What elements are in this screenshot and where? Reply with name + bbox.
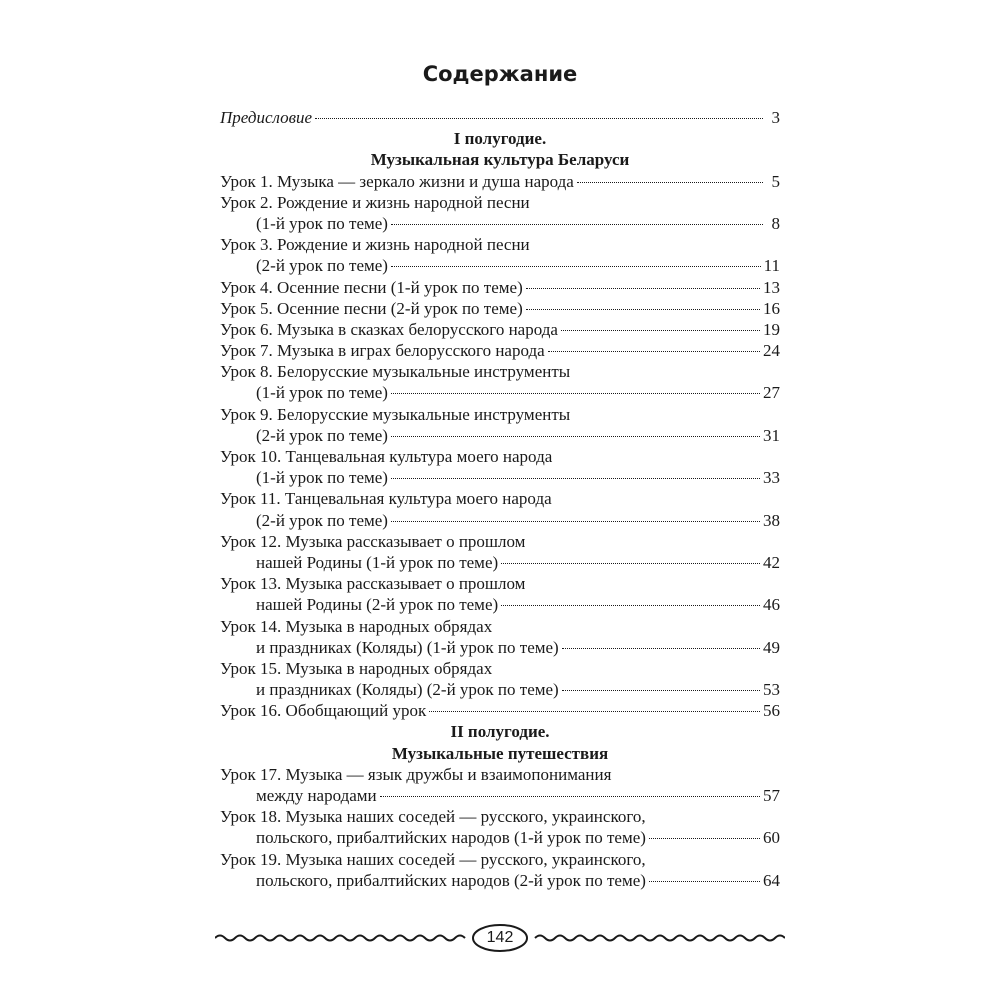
toc-entry-title-cont: (1-й урок по теме) — [256, 213, 388, 233]
toc-entry-lesson-19-cont[interactable] — [220, 870, 780, 891]
dot-leader — [526, 288, 760, 289]
toc-entry-title-cont: (2-й урок по теме) — [256, 510, 388, 530]
dot-leader — [391, 478, 760, 479]
toc-entry-title: Урок 5. Осенние песни (2-й урок по теме) — [220, 298, 523, 318]
toc-entry-page: 56 — [763, 701, 780, 721]
toc-entry-lesson-12-cont[interactable] — [220, 552, 780, 573]
toc-entry-lesson-2-cont[interactable] — [220, 213, 780, 234]
toc-entry-page: 33 — [763, 468, 780, 488]
dot-leader — [391, 224, 763, 225]
dot-leader — [380, 796, 760, 797]
dot-leader — [526, 309, 760, 310]
toc-entry-title: Урок 11. Танцевальная культура моего народа — [220, 489, 552, 509]
toc-entry-title: Урок 15. Музыка в народных обрядах — [220, 658, 493, 678]
toc-entry-lesson-11-cont[interactable] — [220, 510, 780, 531]
dot-leader — [429, 711, 760, 712]
section-heading-1: I полугодие. — [453, 129, 547, 149]
toc-entry-page: 64 — [763, 870, 780, 890]
toc-entry-page: 49 — [763, 637, 780, 657]
toc-entry-title-cont: между народами — [256, 786, 377, 805]
dot-leader — [577, 182, 763, 183]
toc-entry-lesson-16[interactable] — [220, 700, 780, 721]
toc-entry-lesson-15-cont[interactable] — [220, 679, 780, 700]
toc-entry-lesson-10-cont[interactable] — [220, 467, 780, 488]
toc-entry-title: Урок 10. Танцевальная культура моего народа — [220, 447, 553, 466]
toc-entry-lesson-8-cont[interactable] — [220, 382, 780, 403]
toc-entry-page: 42 — [763, 552, 780, 572]
toc-entry-lesson-11[interactable] — [220, 488, 780, 509]
dot-leader — [391, 266, 761, 267]
toc-entry-page: 13 — [763, 277, 780, 297]
toc-entry-title-cont: (2-й урок по теме) — [256, 425, 388, 445]
toc-entry-page: 8 — [771, 213, 780, 233]
dot-leader — [562, 690, 760, 691]
dot-leader — [548, 351, 760, 352]
toc-entry-page: 31 — [763, 425, 780, 445]
toc-entry-page: 24 — [763, 341, 780, 361]
toc-entry-title-cont: (2-й урок по теме) — [256, 256, 388, 276]
toc-entry-title-cont: польского, прибалтийских народов (1-й урок по теме) — [256, 828, 646, 848]
toc-entry-title: Урок 2. Рождение и жизнь народной песни — [220, 192, 530, 212]
toc-entry-page: 19 — [763, 319, 780, 339]
dot-leader — [562, 648, 760, 649]
toc-entry-lesson-4[interactable] — [220, 277, 780, 298]
toc-entry-lesson-2[interactable] — [220, 192, 780, 213]
toc-entry-lesson-18[interactable] — [220, 806, 780, 827]
table-of-contents — [220, 107, 780, 891]
section-title-1: Музыкальная культура Беларуси — [370, 150, 630, 170]
toc-entry-page: 27 — [763, 383, 780, 403]
dot-leader — [561, 330, 760, 331]
toc-entry-title-cont: (1-й урок по теме) — [256, 383, 388, 403]
toc-entry-lesson-6[interactable] — [220, 319, 780, 340]
toc-entry-lesson-18-cont[interactable] — [220, 827, 780, 848]
toc-entry-lesson-13-cont[interactable] — [220, 594, 780, 615]
toc-entry-lesson-19[interactable] — [220, 849, 780, 870]
toc-entry-page: 38 — [763, 510, 780, 530]
page-number: 142 — [486, 929, 514, 946]
toc-entry-title: Урок 8. Белорусские музыкальные инструменты — [220, 362, 571, 382]
toc-entry-lesson-9-cont[interactable] — [220, 425, 780, 446]
toc-entry-title: Урок 6. Музыка в сказках белорусского народа — [220, 319, 558, 339]
dot-leader — [391, 393, 760, 394]
toc-entry-title: Урок 3. Рождение и жизнь народной песни — [220, 235, 530, 255]
toc-entry-preface[interactable] — [220, 107, 780, 128]
toc-entry-title: Урок 9. Белорусские музыкальные инструменты — [220, 404, 571, 424]
toc-entry-title: Урок 17. Музыка — язык дружбы и взаимопонимания — [220, 764, 612, 784]
toc-entry-page: 16 — [763, 298, 780, 318]
toc-entry-page: 11 — [763, 256, 780, 276]
dot-leader — [501, 605, 760, 606]
toc-entry-title: Урок 18. Музыка наших соседей — русского, украинского, — [220, 807, 646, 827]
toc-entry-title: Урок 4. Осенние песни (1-й урок по теме) — [220, 277, 523, 297]
toc-entry-title-cont: польского, прибалтийских народов (2-й урок по теме) — [256, 870, 646, 890]
dot-leader — [649, 838, 760, 839]
toc-entry-lesson-3-cont[interactable] — [220, 255, 780, 276]
section-heading-2: II полугодие. — [450, 722, 550, 742]
toc-entry-page: 3 — [771, 108, 780, 127]
toc-entry-lesson-10[interactable] — [220, 446, 780, 467]
toc-entry-title-cont: нашей Родины (2-й урок по теме) — [256, 595, 499, 615]
toc-entry-lesson-5[interactable] — [220, 298, 780, 319]
dot-leader — [391, 436, 760, 437]
dot-leader — [649, 881, 760, 882]
page-footer — [215, 918, 785, 958]
toc-entry-title: Предисловие — [220, 108, 313, 127]
section-title-2: Музыкальные путешествия — [391, 743, 609, 763]
toc-entry-page: 60 — [763, 828, 780, 848]
toc-entry-title-cont: и праздниках (Коляды) (1-й урок по теме) — [256, 637, 559, 657]
toc-entry-lesson-12[interactable] — [220, 531, 780, 552]
toc-entry-lesson-15[interactable] — [220, 658, 780, 679]
toc-entry-title-cont: нашей Родины (1-й урок по теме) — [256, 552, 499, 572]
toc-entry-page: 5 — [771, 171, 780, 191]
toc-entry-title: Урок 19. Музыка наших соседей — русского, украинского, — [220, 849, 646, 869]
toc-entry-title: Урок 7. Музыка в играх белорусского народа — [220, 341, 545, 361]
toc-entry-page: 57 — [763, 786, 780, 805]
toc-entry-title: Урок 14. Музыка в народных обрядах — [220, 616, 493, 636]
toc-entry-lesson-1[interactable] — [220, 171, 780, 192]
toc-entry-lesson-14[interactable] — [220, 616, 780, 637]
dot-leader — [315, 118, 763, 119]
dot-leader — [501, 563, 760, 564]
toc-entry-lesson-17-cont[interactable] — [220, 785, 780, 806]
toc-entry-page: 46 — [763, 595, 780, 615]
toc-entry-title: Урок 16. Обобщающий урок — [220, 701, 427, 721]
dot-leader — [391, 521, 760, 522]
toc-entry-page: 53 — [763, 680, 780, 700]
toc-entry-title-cont: и праздниках (Коляды) (2-й урок по теме) — [256, 680, 559, 700]
page-title: Содержание — [422, 62, 578, 86]
toc-entry-title: Урок 1. Музыка — зеркало жизни и душа народа — [220, 171, 574, 191]
toc-entry-lesson-17[interactable] — [220, 764, 780, 785]
toc-entry-title: Урок 12. Музыка рассказывает о прошлом — [220, 531, 526, 551]
toc-entry-title: Урок 13. Музыка рассказывает о прошлом — [220, 574, 526, 594]
toc-entry-lesson-13[interactable] — [220, 573, 780, 594]
toc-entry-lesson-3[interactable] — [220, 234, 780, 255]
toc-entry-lesson-7[interactable] — [220, 340, 780, 361]
toc-entry-title-cont: (1-й урок по теме) — [256, 468, 388, 488]
toc-entry-lesson-14-cont[interactable] — [220, 637, 780, 658]
toc-entry-lesson-9[interactable] — [220, 404, 780, 425]
toc-entry-lesson-8[interactable] — [220, 361, 780, 382]
